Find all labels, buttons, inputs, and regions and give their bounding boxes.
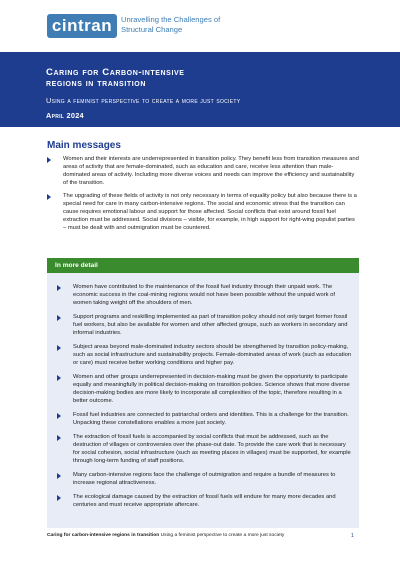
main-messages-heading: Main messages bbox=[47, 140, 121, 151]
list-item-text: The upgrading of these fields of activity is not only necessary in terms of equality policy but also because there is a special need for care in many carbon-intensive regions. The social and economic stress that the transition can cause requires emotional labour and support for those affected. Social conflicts that exist around fossil fuel extraction must be addressed. Social divisions – visible, for example, in high support for right-wing populist parties – must be dealt with and outmigration must be countered. bbox=[63, 193, 357, 231]
list-item-text: Women and other groups underrepresented in decision-making must be given the opportunity to participate equally and meaningfully in political decision-making on transition policies. Science shows that more diverse decision-making bodies are more likely to incorporate all complexities of the topic, therefore resulting in a better outcome. bbox=[73, 374, 350, 404]
triangle-bullet-icon bbox=[57, 495, 61, 501]
list-item bbox=[47, 192, 359, 232]
list-item bbox=[57, 343, 353, 367]
list-item bbox=[47, 155, 359, 187]
triangle-bullet-icon bbox=[57, 375, 61, 381]
list-item-text: Fossil fuel industries are connected to patriarchal orders and identities. This is a challenge for the transition. Unpacking these constellations enables a more just society. bbox=[73, 412, 349, 426]
list-item bbox=[57, 433, 353, 465]
list-item-text: Support programs and reskilling implemented as part of transition policy should not only target former fossil fuel workers, but also be available for women and other affected groups, such as workers in secondary and informal industries. bbox=[73, 314, 348, 336]
in-more-detail-heading: In more detail bbox=[47, 258, 359, 273]
triangle-bullet-icon bbox=[47, 194, 51, 200]
list-item-text: Women have contributed to the maintenance of the fossil fuel industry through their unpaid work. The economic success in the coal-mining regions would not have been possible without the unpaid work of women taking weight off the shoulders of men. bbox=[73, 284, 335, 306]
triangle-bullet-icon bbox=[57, 345, 61, 351]
document-title-line-1: Caring for Carbon-intensive bbox=[46, 67, 185, 78]
list-item bbox=[57, 493, 353, 509]
list-item bbox=[57, 283, 353, 307]
triangle-bullet-icon bbox=[57, 315, 61, 321]
footer-title-rest: Using a feminist perspective to create a more just society bbox=[160, 533, 285, 538]
triangle-bullet-icon bbox=[57, 413, 61, 419]
list-item bbox=[57, 471, 353, 487]
list-item-text: The extraction of fossil fuels is accompanied by social conflicts that must be addressed, such as the destruction of villages or controversies over the phase-out date. To provide the care work that is necessary for social cohesion, social infrastructure (such as meeting places in villages) must be supported, for example through long-term funding of staff positions. bbox=[73, 434, 351, 464]
list-item bbox=[57, 373, 353, 405]
document-subtitle: Using a feminist perspective to create a more just society bbox=[46, 96, 241, 105]
page-header bbox=[0, 0, 400, 52]
triangle-bullet-icon bbox=[47, 157, 51, 163]
in-more-detail-box bbox=[47, 258, 359, 528]
list-item bbox=[57, 411, 353, 427]
main-messages-list bbox=[47, 155, 359, 237]
triangle-bullet-icon bbox=[57, 435, 61, 441]
triangle-bullet-icon bbox=[57, 285, 61, 291]
list-item bbox=[57, 313, 353, 337]
list-item-text: Many carbon-intensive regions face the challenge of outmigration and require a bundle of measures to increase regional attractiveness. bbox=[73, 472, 336, 486]
cintran-logo: cintran bbox=[47, 14, 117, 38]
footer-title-bold: Caring for carbon-intensive regions in transition bbox=[47, 533, 160, 538]
list-item-text: The ecological damage caused by the extraction of fossil fuels will endure for many more decades and centuries and must receive appropriate aftercare. bbox=[73, 494, 336, 508]
document-title-line-2: regions in transition bbox=[46, 78, 146, 89]
document-title bbox=[46, 67, 286, 89]
document-date: April 2024 bbox=[46, 111, 84, 120]
list-item-text: Women and their interests are underrepresented in transition policy. They benefit less from transition measures and areas of activity that are female-dominated, such as education and care, receive less attention than male-dominated areas of activity. Including more diverse voices and needs can improve the efficiency and sustainability of the transition. bbox=[63, 156, 359, 186]
list-item-text: Subject areas beyond male-dominated industry sectors should be strengthened by transition policy-making, such as social infrastructure and sustainability projects. Female-dominated areas of work (such as education or care) must receive better working conditions and higher pay. bbox=[73, 344, 352, 366]
in-more-detail-list bbox=[47, 273, 359, 509]
logo-tagline: Unravelling the Challenges of Structural Change bbox=[121, 15, 221, 34]
page-number: 1 bbox=[351, 533, 354, 539]
page-footer bbox=[47, 533, 359, 538]
triangle-bullet-icon bbox=[57, 473, 61, 479]
